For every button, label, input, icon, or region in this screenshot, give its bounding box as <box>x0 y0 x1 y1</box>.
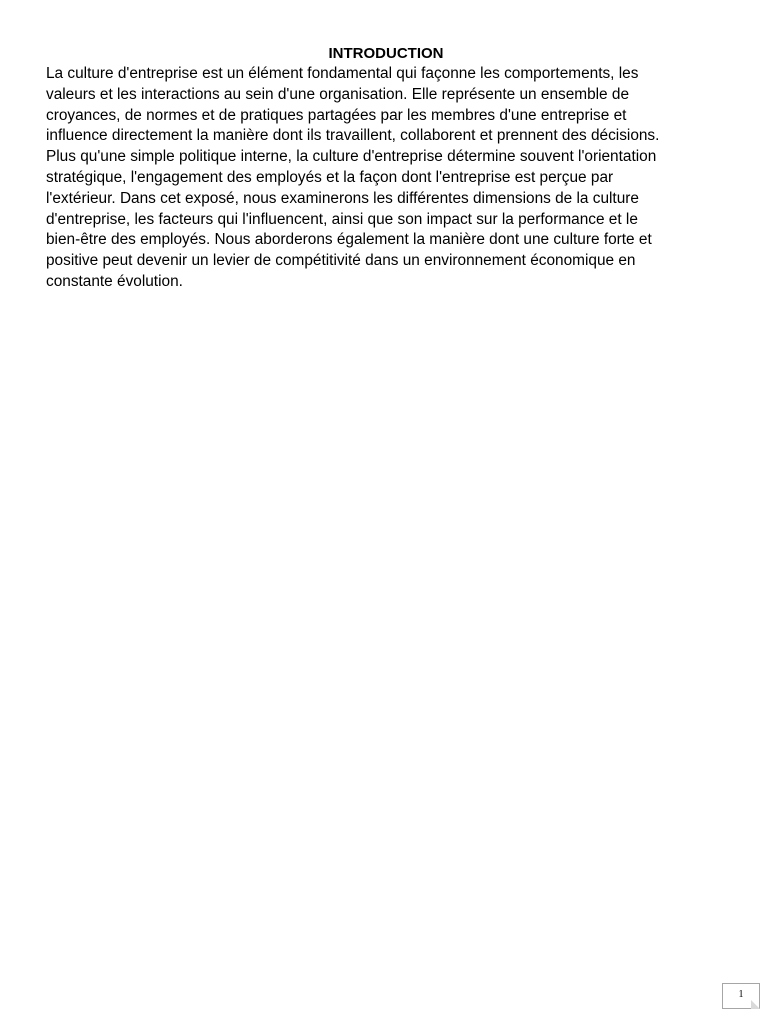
introduction-paragraph <box>46 64 726 293</box>
section-heading: INTRODUCTION <box>328 45 444 62</box>
paragraph-line: bien-être des employés. Nous aborderons également la manière dont une culture forte et <box>46 231 652 249</box>
paragraph-line: Plus qu'une simple politique interne, la culture d'entreprise détermine souvent l'orientation <box>46 148 657 166</box>
paragraph-line: croyances, de normes et de pratiques partagées par les membres d'une entreprise et <box>46 106 627 124</box>
paragraph-line: l'extérieur. Dans cet exposé, nous examinerons les différentes dimensions de la culture <box>46 189 639 207</box>
page-number: 1 <box>738 989 744 1000</box>
paragraph-line: d'entreprise, les facteurs qui l'influencent, ainsi que son impact sur la performance et le <box>46 210 638 228</box>
paragraph-line: influence directement la manière dont ils travaillent, collaborent et prennent des décisions. <box>46 127 660 145</box>
paragraph-line: La culture d'entreprise est un élément fondamental qui façonne les comportements, les <box>46 65 639 82</box>
page-number-box <box>722 983 760 1009</box>
paragraph-line: constante évolution. <box>46 272 183 290</box>
page-content <box>46 44 726 293</box>
paragraph-line: valeurs et les interactions au sein d'une organisation. Elle représente un ensemble de <box>46 85 630 103</box>
paragraph-line: positive peut devenir un levier de compétitivité dans un environnement économique en <box>46 252 636 270</box>
paragraph-line: stratégique, l'engagement des employés et la façon dont l'entreprise est perçue par <box>46 168 614 186</box>
